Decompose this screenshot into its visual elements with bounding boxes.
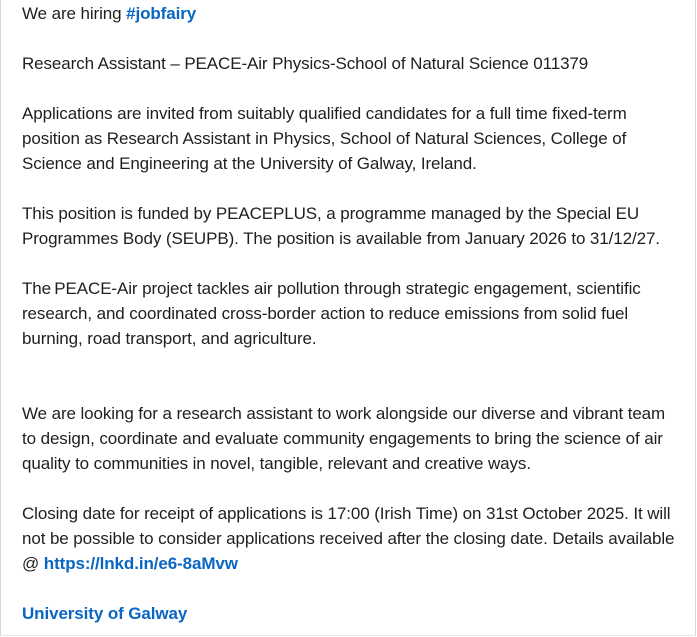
applications-paragraph: Applications are invited from suitably qualified candidates for a full time fixed-term position as Research Assistant in Physics, School of Natural Sciences, College of Science and Engineering at the University of Galway, Ireland. — [22, 104, 627, 173]
looking-paragraph: We are looking for a research assistant to work alongside our diverse and vibrant team to design, coordinate and evaluate community engagements to bring the science of air quality to communities in novel, tangible, relevant and creative ways. — [22, 404, 666, 473]
closing-paragraph — [22, 501, 678, 576]
spacer — [22, 251, 678, 276]
university-of-galway-link[interactable]: University of Galway — [22, 604, 188, 623]
hashtag-jobfairy-link[interactable]: #jobfairy — [126, 4, 197, 23]
closing-text: Closing date for receipt of applications is 17:00 (Irish Time) on 31st October 2025. It will not be possible to consider applications received after the closing date. Details available @ — [22, 504, 675, 573]
job-title: Research Assistant – PEACE-Air Physics-School of Natural Science 011379 — [22, 54, 589, 73]
spacer — [22, 576, 678, 601]
organization-line — [22, 601, 678, 626]
hiring-intro-text: We are hiring — [22, 4, 122, 23]
hiring-line — [22, 1, 678, 26]
funding-paragraph: This position is funded by PEACEPLUS, a programme managed by the Special EU Programmes Body (SEUPB). The position is available from January 2026 to 31/12/27. — [22, 204, 660, 248]
project-paragraph: The PEACE-Air project tackles air pollution through strategic engagement, scientific research, and coordinated cross-border action to reduce emissions from solid fuel burning, road transport, and agriculture. — [22, 279, 641, 348]
spacer — [22, 176, 678, 201]
details-link[interactable]: https://lnkd.in/e6-8aMvw — [43, 554, 238, 573]
spacer — [22, 351, 678, 401]
spacer — [22, 476, 678, 501]
spacer — [22, 26, 678, 51]
spacer — [22, 76, 678, 101]
post-body — [22, 1, 678, 626]
